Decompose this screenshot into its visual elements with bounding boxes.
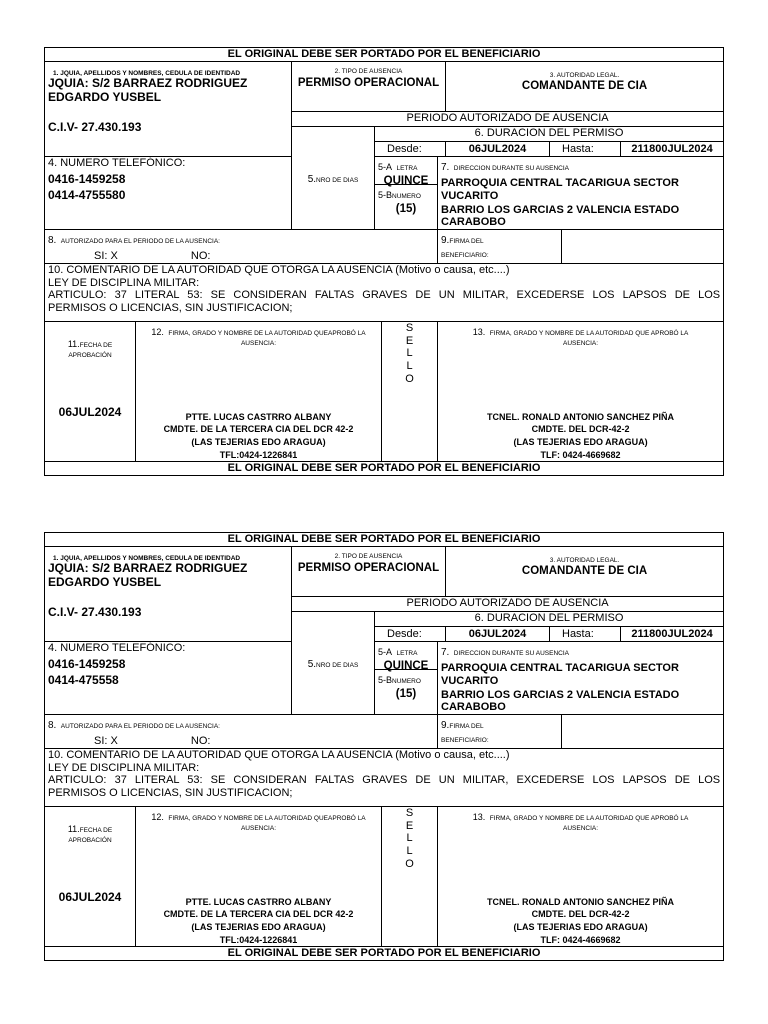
beneficiary-cell bbox=[45, 547, 292, 642]
field10-label: 10. COMENTARIO DE LA AUTORIDAD QUE OTORGA LA AUSENCIA (Motivo o causa, etc....) bbox=[48, 263, 510, 276]
permit-form bbox=[44, 532, 723, 961]
sello-cell bbox=[382, 321, 438, 461]
hasta-label: Hasta: bbox=[550, 142, 621, 156]
articulo-line1: ARTICULO: 37 LITERAL 53: SE CONSIDERAN FALTAS GRAVES DE UN MILITAR, EXCEDERSE LOS LAPSOS DE LOS bbox=[48, 289, 721, 302]
no-option: NO: bbox=[190, 735, 211, 748]
sig12-line2: CMDTE. DE LA TERCERA CIA DEL DCR 42-2 bbox=[163, 909, 354, 920]
field5a-label: LETRA bbox=[396, 165, 418, 172]
sig13-line1: TCNEL. RONALD ANTONIO SANCHEZ PIÑA bbox=[487, 411, 675, 422]
dias-numero: (15) bbox=[395, 688, 417, 701]
sello-cell bbox=[382, 806, 438, 946]
ley-title: LEY DE DISCIPLINA MILITAR: bbox=[48, 276, 200, 289]
autorizado-cell bbox=[45, 714, 438, 748]
phone-2: 0414-4755580 bbox=[48, 188, 126, 203]
si-option: SI: X bbox=[94, 735, 118, 748]
field13-num: 13. bbox=[472, 326, 486, 337]
field9-num: 9. bbox=[441, 234, 450, 246]
sig12-line2: CMDTE. DE LA TERCERA CIA DEL DCR 42-2 bbox=[163, 424, 354, 435]
periodo-title: PERIODO AUTORIZADO DE AUSENCIA bbox=[292, 597, 724, 612]
autorizado-cell bbox=[45, 229, 438, 263]
sig13-line2: CMDTE. DEL DCR-42-2 bbox=[531, 424, 630, 435]
field3-label: 3. AUTORIDAD LEGAL. bbox=[549, 557, 620, 564]
name-line2: EDGARDO YUSBEL bbox=[48, 90, 162, 105]
firma-beneficiario-cell bbox=[438, 229, 562, 263]
autoridad-cell bbox=[446, 547, 724, 597]
dias-numero: (15) bbox=[395, 203, 417, 216]
autoridad-aprobo2-cell bbox=[438, 321, 724, 461]
desde-label: Desde: bbox=[375, 142, 446, 156]
fecha-aprobacion-cell bbox=[45, 321, 136, 461]
hasta-label: Hasta: bbox=[550, 627, 621, 641]
hasta-date: 211800JUL2024 bbox=[631, 628, 713, 640]
direccion-cell bbox=[438, 157, 724, 230]
sello-letter: E bbox=[405, 819, 414, 832]
firma-beneficiario-cell bbox=[438, 714, 562, 748]
civ-number: C.I.V- 27.430.193 bbox=[48, 120, 142, 135]
header-banner: EL ORIGINAL DEBE SER PORTADO POR EL BENEFICIARIO bbox=[45, 533, 724, 547]
field5b-num: 5-B bbox=[378, 675, 393, 685]
duracion-cell bbox=[375, 612, 724, 642]
autoridad-cell bbox=[446, 62, 724, 112]
tipo-ausencia: PERMISO OPERACIONAL bbox=[297, 562, 440, 575]
footer-banner: EL ORIGINAL DEBE SER PORTADO POR EL BENEFICIARIO bbox=[45, 462, 724, 476]
desde-date: 06JUL2024 bbox=[446, 627, 550, 641]
signature-block-13 bbox=[441, 896, 720, 946]
permit-form bbox=[44, 47, 723, 476]
field13-num: 13. bbox=[472, 811, 486, 822]
sig13-line3: (LAS TEJERIAS EDO ARAGUA) bbox=[513, 437, 648, 448]
dias-letra-numero-cell bbox=[375, 157, 438, 230]
comentario-cell bbox=[45, 263, 724, 321]
phone-2: 0414-475558 bbox=[48, 673, 119, 688]
firma-beneficiario-blank bbox=[562, 229, 724, 263]
field11-label1: FECHA DE bbox=[79, 341, 113, 349]
sello-letter: L bbox=[406, 359, 413, 372]
field1-label: 1. JQUIA, APELLIDOS Y NOMBRES, CEDULA DE IDENTIDAD bbox=[53, 70, 241, 77]
telefono-cell bbox=[45, 157, 292, 230]
field10-label: 10. COMENTARIO DE LA AUTORIDAD QUE OTORGA LA AUSENCIA (Motivo o causa, etc....) bbox=[48, 748, 510, 761]
sig13-line4: TLF: 0424-4669682 bbox=[540, 449, 621, 460]
field12-label2: AUSENCIA: bbox=[240, 340, 277, 348]
sig13-line3: (LAS TEJERIAS EDO ARAGUA) bbox=[513, 922, 648, 933]
field6-label: 6. DURACION DEL PERMISO bbox=[375, 127, 723, 142]
tipo-ausencia: PERMISO OPERACIONAL bbox=[297, 77, 440, 90]
fecha-aprobacion: 06JUL2024 bbox=[58, 889, 122, 904]
field5a-num: 5-A bbox=[378, 162, 393, 172]
field5-num: 5. bbox=[307, 658, 317, 670]
desde-label: Desde: bbox=[375, 627, 446, 641]
autoridad-legal: COMANDANTE DE CIA bbox=[521, 565, 648, 578]
tipo-ausencia-cell bbox=[292, 62, 446, 112]
field12-label1: FIRMA, GRADO Y NOMBRE DE LA AUTORIDAD QUEAPROBÓ LA bbox=[168, 814, 366, 822]
dias-letra: QUINCE bbox=[383, 660, 429, 673]
fecha-aprobacion: 06JUL2024 bbox=[58, 404, 122, 419]
field5a-num: 5-A bbox=[378, 647, 393, 657]
phone-1: 0416-1459258 bbox=[48, 656, 126, 671]
sig12-line1: PTTE. LUCAS CASTRRO ALBANY bbox=[185, 896, 332, 907]
name-line2: EDGARDO YUSBEL bbox=[48, 575, 162, 590]
no-option: NO: bbox=[190, 250, 211, 263]
field8-label: AUTORIZADO PARA EL PERIODO DE LA AUSENCIA: bbox=[60, 722, 220, 730]
si-option: SI: X bbox=[94, 250, 118, 263]
comentario-cell bbox=[45, 748, 724, 806]
periodo-title: PERIODO AUTORIZADO DE AUSENCIA bbox=[292, 112, 724, 127]
nro-dias-cell bbox=[292, 612, 375, 715]
field8-num: 8. bbox=[48, 719, 57, 731]
field5b-num: 5-B bbox=[378, 190, 393, 200]
field12-num: 12. bbox=[151, 326, 164, 337]
field7-num: 7. bbox=[441, 162, 450, 173]
sig13-line4: TLF: 0424-4669682 bbox=[540, 934, 621, 945]
signature-block-13 bbox=[441, 411, 720, 461]
sello-letter: E bbox=[405, 334, 414, 347]
field11-num: 11. bbox=[67, 338, 80, 349]
field5-label: NRO DE DIAS bbox=[316, 661, 359, 669]
field1-label: 1. JQUIA, APELLIDOS Y NOMBRES, CEDULA DE IDENTIDAD bbox=[53, 555, 241, 562]
articulo-line1: ARTICULO: 37 LITERAL 53: SE CONSIDERAN FALTAS GRAVES DE UN MILITAR, EXCEDERSE LOS LAPSOS DE LOS bbox=[48, 774, 721, 787]
direccion-cell bbox=[438, 642, 724, 715]
ley-title: LEY DE DISCIPLINA MILITAR: bbox=[48, 761, 200, 774]
field4-label: 4. NUMERO TELEFÓNICO: bbox=[48, 642, 186, 654]
sello-letter: L bbox=[406, 347, 413, 360]
articulo-line2: PERMISOS O LICENCIAS, SIN JUSTIFICACION; bbox=[48, 786, 293, 799]
sig12-line3: (LAS TEJERIAS EDO ARAGUA) bbox=[191, 922, 326, 933]
duracion-cell bbox=[375, 127, 724, 157]
field12-label2: AUSENCIA: bbox=[240, 825, 277, 833]
direccion-line1: PARROQUIA CENTRAL TACARIGUA SECTOR VUCARITO bbox=[441, 662, 679, 688]
firma-beneficiario-blank bbox=[562, 714, 724, 748]
hasta-date: 211800JUL2024 bbox=[631, 143, 713, 155]
field11-label1: FECHA DE bbox=[79, 826, 113, 834]
field3-label: 3. AUTORIDAD LEGAL. bbox=[549, 72, 620, 79]
sello-letter: S bbox=[405, 806, 414, 819]
field11-num: 11. bbox=[67, 823, 80, 834]
field12-label1: FIRMA, GRADO Y NOMBRE DE LA AUTORIDAD QUEAPROBÓ LA bbox=[168, 329, 366, 337]
direccion-line2: BARRIO LOS GARCIAS 2 VALENCIA ESTADO CARABOBO bbox=[441, 203, 680, 229]
field9-label2: BENEFICIARIO: bbox=[441, 252, 489, 260]
field13-label2: AUSENCIA: bbox=[563, 825, 599, 833]
beneficiary-cell bbox=[45, 62, 292, 157]
autoridad-legal: COMANDANTE DE CIA bbox=[521, 80, 648, 93]
civ-number: C.I.V- 27.430.193 bbox=[48, 605, 142, 620]
sig12-line4: TFL:0424-1226841 bbox=[219, 449, 298, 460]
autoridad-aprobo-cell bbox=[136, 321, 382, 461]
sello-letter: O bbox=[405, 857, 414, 870]
header-banner: EL ORIGINAL DEBE SER PORTADO POR EL BENEFICIARIO bbox=[45, 48, 724, 62]
desde-date: 06JUL2024 bbox=[446, 142, 550, 156]
phone-1: 0416-1459258 bbox=[48, 171, 126, 186]
sello-letter: L bbox=[406, 832, 413, 845]
field8-label: AUTORIZADO PARA EL PERIODO DE LA AUSENCIA: bbox=[60, 237, 220, 245]
field9-num: 9. bbox=[441, 719, 450, 731]
autoridad-aprobo-cell bbox=[136, 806, 382, 946]
name-line1: JQUIA: S/2 BARRAEZ RODRIGUEZ bbox=[48, 561, 248, 576]
footer-banner: EL ORIGINAL DEBE SER PORTADO POR EL BENEFICIARIO bbox=[45, 947, 724, 961]
field6-label: 6. DURACION DEL PERMISO bbox=[375, 612, 723, 627]
field5b-label: NUMERO bbox=[392, 193, 421, 200]
telefono-cell bbox=[45, 642, 292, 715]
field7-label: DIRECCION DURANTE SU AUSENCIA bbox=[453, 650, 570, 657]
sello-letter: O bbox=[405, 372, 414, 385]
field13-label2: AUSENCIA: bbox=[563, 340, 599, 348]
field5a-label: LETRA bbox=[396, 650, 418, 657]
field9-label1: FIRMA DEL bbox=[449, 237, 484, 245]
dias-letra: QUINCE bbox=[383, 175, 429, 188]
field4-label: 4. NUMERO TELEFÓNICO: bbox=[48, 157, 186, 169]
name-line1: JQUIA: S/2 BARRAEZ RODRIGUEZ bbox=[48, 76, 248, 91]
fecha-aprobacion-cell bbox=[45, 806, 136, 946]
articulo-line2: PERMISOS O LICENCIAS, SIN JUSTIFICACION; bbox=[48, 301, 293, 314]
sello-letter: L bbox=[406, 844, 413, 857]
field7-label: DIRECCION DURANTE SU AUSENCIA bbox=[453, 165, 570, 172]
sig12-line3: (LAS TEJERIAS EDO ARAGUA) bbox=[191, 437, 326, 448]
field5-num: 5. bbox=[307, 173, 317, 185]
field13-label1: FIRMA, GRADO Y NOMBRE DE LA AUTORIDAD QUE APROBÓ LA bbox=[489, 814, 689, 822]
field2-label: 2. TIPO DE AUSENCIA bbox=[334, 68, 403, 75]
field9-label1: FIRMA DEL bbox=[449, 722, 484, 730]
field7-num: 7. bbox=[441, 647, 450, 658]
field11-label2: APROBACIÓN bbox=[68, 837, 112, 845]
signature-block-12 bbox=[139, 896, 378, 946]
sello-letter: S bbox=[405, 321, 414, 334]
sig12-line4: TFL:0424-1226841 bbox=[219, 934, 298, 945]
field11-label2: APROBACIÓN bbox=[68, 352, 112, 360]
field12-num: 12. bbox=[151, 811, 164, 822]
tipo-ausencia-cell bbox=[292, 547, 446, 597]
sig13-line2: CMDTE. DEL DCR-42-2 bbox=[531, 909, 630, 920]
autoridad-aprobo2-cell bbox=[438, 806, 724, 946]
sig13-line1: TCNEL. RONALD ANTONIO SANCHEZ PIÑA bbox=[487, 896, 675, 907]
field8-num: 8. bbox=[48, 234, 57, 246]
dias-letra-numero-cell bbox=[375, 642, 438, 715]
direccion-line2: BARRIO LOS GARCIAS 2 VALENCIA ESTADO CARABOBO bbox=[441, 688, 680, 714]
field2-label: 2. TIPO DE AUSENCIA bbox=[334, 553, 403, 560]
signature-block-12 bbox=[139, 411, 378, 461]
direccion-line1: PARROQUIA CENTRAL TACARIGUA SECTOR VUCARITO bbox=[441, 177, 679, 203]
field9-label2: BENEFICIARIO: bbox=[441, 737, 489, 745]
field5-label: NRO DE DIAS bbox=[316, 176, 359, 184]
field5b-label: NUMERO bbox=[392, 678, 421, 685]
field13-label1: FIRMA, GRADO Y NOMBRE DE LA AUTORIDAD QUE APROBÓ LA bbox=[489, 329, 689, 337]
nro-dias-cell bbox=[292, 127, 375, 230]
sig12-line1: PTTE. LUCAS CASTRRO ALBANY bbox=[185, 411, 332, 422]
